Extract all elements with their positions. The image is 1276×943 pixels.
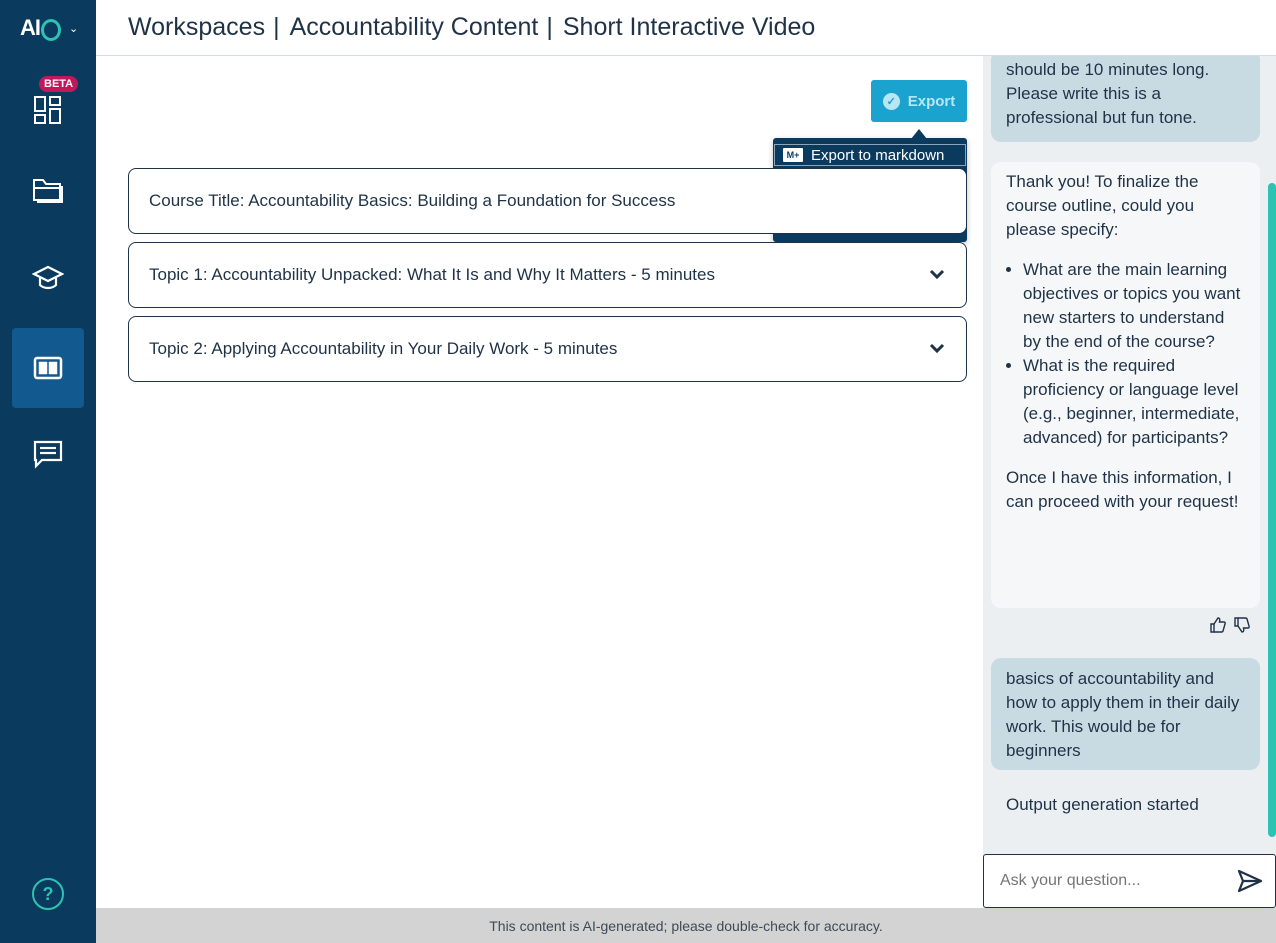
- logo-text: AI: [20, 15, 40, 40]
- assistant-message-outro: Once I have this information, I can proceed with your request!: [1006, 468, 1239, 511]
- chat-input-box: [983, 854, 1276, 908]
- graduation-cap-icon: [32, 264, 64, 292]
- course-title-card: [128, 168, 967, 234]
- export-markdown-label: Export to markdown: [811, 146, 945, 164]
- assistant-message: [991, 162, 1260, 608]
- breadcrumb-separator: |: [546, 13, 553, 41]
- beta-badge: BETA: [39, 76, 78, 92]
- ai-disclaimer-text: This content is AI-generated; please double-check for accuracy.: [489, 917, 883, 934]
- breadcrumb-short-interactive-video: Short Interactive Video: [562, 13, 816, 41]
- breadcrumb-separator: |: [273, 13, 280, 41]
- logo-q-mark: [41, 19, 61, 41]
- folder-icon: [32, 176, 64, 204]
- markdown-icon: M+: [783, 148, 803, 162]
- list-item: • What are the main learning objectives or topics you want new starters to understand by the end of the course?: [1023, 258, 1245, 354]
- export-markdown-item[interactable]: [774, 144, 966, 166]
- topic-2-card[interactable]: [128, 316, 967, 382]
- ai-disclaimer: [96, 908, 1276, 943]
- sidebar: [0, 0, 96, 943]
- dashboard-icon: [33, 95, 63, 125]
- topic-1-card[interactable]: [128, 242, 967, 308]
- chevron-down-icon[interactable]: [928, 265, 946, 283]
- sidebar-item-courses[interactable]: [12, 238, 84, 318]
- chevron-down-circle-icon: ✓: [883, 93, 900, 110]
- topic-1-text: Topic 1: Accountability Unpacked: What It Is and Why It Matters - 5 minutes: [149, 265, 715, 284]
- app-logo[interactable]: [0, 0, 96, 56]
- user-message: [991, 56, 1260, 142]
- thumbs-up-icon[interactable]: [1209, 616, 1227, 634]
- chat-scrollbar-thumb[interactable]: [1268, 183, 1276, 837]
- sidebar-item-chat[interactable]: [12, 414, 84, 494]
- export-button[interactable]: [871, 80, 967, 122]
- chat-input[interactable]: [1000, 872, 1220, 890]
- chat-panel[interactable]: [983, 56, 1276, 908]
- user-message: [991, 658, 1260, 770]
- columns-icon: [33, 355, 63, 381]
- sidebar-item-workspaces[interactable]: [12, 328, 84, 408]
- chat-icon: [32, 439, 64, 469]
- feedback-buttons: [1209, 616, 1251, 634]
- chevron-down-icon[interactable]: ⌄: [69, 22, 79, 35]
- list-item: • What is the required proficiency or language level (e.g., beginner, intermediate, advanced) for participants?: [1023, 354, 1245, 450]
- breadcrumb-workspaces[interactable]: Workspaces: [128, 13, 266, 41]
- export-button-label: Export: [907, 92, 956, 110]
- status-message: [991, 793, 1260, 823]
- user-message-text: basics of accountability and how to apply them in their daily work. This would be for beginners: [1006, 669, 1240, 760]
- status-message-text: Output generation started: [1006, 795, 1199, 814]
- breadcrumb-accountability-content[interactable]: Accountability Content: [289, 13, 539, 41]
- sidebar-item-folders[interactable]: [12, 150, 84, 230]
- assistant-message-intro: Thank you! To finalize the course outline, could you please specify:: [1006, 172, 1199, 239]
- chevron-down-icon[interactable]: [928, 339, 946, 357]
- thumbs-down-icon[interactable]: [1233, 616, 1251, 634]
- help-button[interactable]: ?: [32, 878, 64, 910]
- topic-2-text: Topic 2: Applying Accountability in Your Daily Work - 5 minutes: [149, 339, 618, 358]
- breadcrumb: [96, 0, 1276, 56]
- send-icon[interactable]: [1237, 869, 1263, 893]
- user-message-text: should be 10 minutes long. Please write this is a professional but fun tone.: [1006, 60, 1210, 127]
- course-title-text: Course Title: Accountability Basics: Building a Foundation for Success: [149, 191, 676, 210]
- assistant-message-list: [1006, 258, 1245, 450]
